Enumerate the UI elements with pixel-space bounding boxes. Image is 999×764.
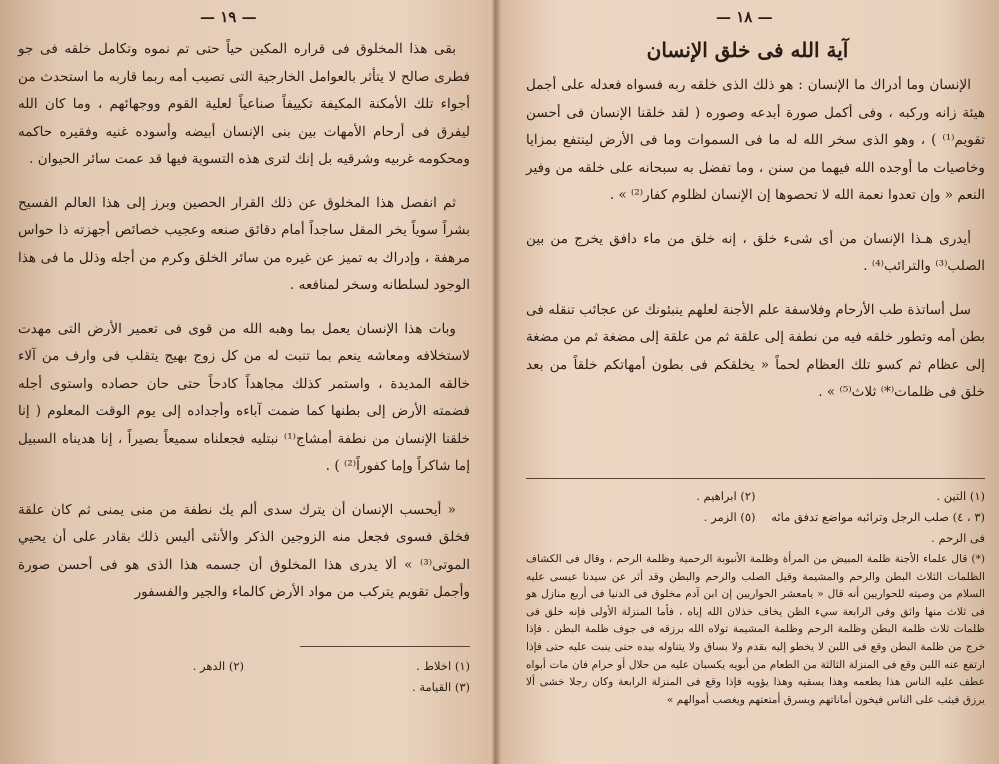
- footnote-row: [526, 486, 985, 507]
- right-page: [496, 0, 999, 764]
- paragraph: سل أساتذة طب الأرحام وفلاسفة علم الأجنة لعلهم ينبئونك عن عجائب تنقله فى بطن أمه وتطور خلقه فيه من نطفة إلى علقة ثم من علقة إلى مضغة ثم من مضغة إلى عظام ثم كسو تلك العظام لحماً « يخلقكم فى بطون أمهاتكم خلقاً من بعد خلق فى ظلمات⁽*⁾ ثلاث⁽⁵⁾ » .: [526, 301, 985, 400]
- page-body: [18, 36, 470, 623]
- paragraph: أيدرى هـذا الإنسان من أى شىء خلق ، إنه خلق من ماء دافق يخرج من بين الصلب⁽³⁾ والترائب⁽⁴⁾ .: [526, 230, 985, 274]
- paragraph: الإنسان وما أدراك ما الإنسان : هو ذلك الذى خلقه ربه فسواه فعدله على أجمل هيئة زانه وركبه ، وفى أكمل صورة أبدعه وصوره ( لقد خلقنا الإنسان فى أحسن تقويم⁽¹⁾ ) ، وهو الذى سخر الله له ما فى السموات وما فى الأرض لينتفع بمزايا وخاصيات ما أوجده الله فيهما من سنن ، وما تفضل به سبحانه على خلقه من وفير النعم « وإن تعدوا نعمة الله لا تحصوها إن الإنسان لظلوم كفار⁽²⁾ » .: [526, 77, 985, 203]
- footnote: (٢) الدهر .: [192, 659, 244, 673]
- footnote: (٢) ابراهيم .: [696, 489, 756, 503]
- paragraph: وبات هذا الإنسان يعمل بما وهبه الله من قوى فى تعمير الأرض التى مهدت لاستخلافه ومعاشه ينعم بما تنبت له من كل زوج بهيج يتقلب فى وارف من آلاء خالقه المديدة ، واستمر كذلك مجاهداً كادحاً حتى حان حصاده واستوى أجله فضمته الأرض إلى بطنها كما ضمت آباءه وأجداده إلى يوم الوقت المعلوم ( إنا خلقنا الإنسان من نطفة أمشاج⁽¹⁾ نبتليه فجعلناه سميعاً بصيراً ، إنا هديناه السبيل إما شاكراً وإما كفوراً⁽²⁾ ) .: [18, 320, 470, 474]
- footnote: (٣ ، ٤) صلب الرجل وترائبه مواضع تدفق مائه فى الرحم .: [771, 510, 985, 545]
- footnote-divider: [300, 646, 470, 647]
- footnote: (٣) القيامة .: [412, 680, 470, 694]
- footnote-divider: [526, 478, 985, 479]
- page-body: [526, 72, 985, 423]
- footnotes: [526, 486, 985, 709]
- footnote-row: [18, 677, 470, 698]
- footnote: (١) اخلاط .: [416, 659, 470, 673]
- footnote: [18, 677, 244, 698]
- footnote: (٥) الزمر .: [703, 510, 756, 524]
- page-number: — ١٨ —: [716, 8, 773, 26]
- footnote-row: [18, 656, 470, 677]
- footnote: (١) التين .: [936, 489, 985, 503]
- page-number: — ١٩ —: [200, 8, 257, 26]
- left-page: [0, 0, 492, 764]
- paragraph: بقى هذا المخلوق فى قراره المكين حياً حتى تم نموه وتكامل خلقه فى جو فطرى صالح لا يتأثر بالعوامل الخارجية التى تصيب أمه ربما قاربه ما استحدث من أجواء تلك الأمكنة المكيفة تكييفاً صناعياً لعلية القوم ووجهائهم ، وما كان الله ليفرق فى أرحام الأمهات بين بنى الإنسان أبيضه وأسوده غنيه وفقيره حاكمه ومحكومه غربيه وشرقيه بل إنك لترى هذه التسوية فيها قد عمت سائر الحيوان .: [18, 41, 470, 167]
- footnotes: [18, 656, 470, 698]
- footnote-note: (*) قال علماء الأجنة ظلمة المبيض من المرأة وظلمة الأنبوبة الرحمية وظلمة الرحم ، وقال فى الكشاف الظلمات الثلاث البطن والرحم والمشيمة وقيل الصلب والرحم والبطن وقد أثر عن سيدنا عيسى عليه السلام من وصيته للحواريين أنه قال « يامعشر الحواريين إن ابن آدم مخلوق فى الدنيا فى أربع منازل هو فى ثلاث منها واثق وفى الرابعة سيء الظن يخاف خذلان الله إياه ، فأما المنزلة الأولى فإنه خلق فى ظلمات ثلاث ظلمة البطن وظلمة الرحم وظلمة المشيمة تولاه الله برزقه فى جوف ظلمة البطن . فإذا خرج من ظلمة البطن وقع فى اللبن لا يخطو إليه بقدم ولا بساق ولا يتناوله بيده حتى ينبت عليه حتى فإذا ارتفع عنه اللبن وقع فى المنزلة الثالثة من الطعام من أبويه يكسبان عليه من حلال أو حرام فان مات أبواه عطف عليه الناس هذا يطعمه وهذا يسقيه وهذا يؤويه فإذا وقع فى المنزلة الرابعة وكان رجلا خشى ألا يرزق فيثب على الناس فيخون أماناتهم ويسرق أمتعتهم ويغصب أموالهم »: [526, 553, 985, 706]
- paragraph: ثم انفصل هذا المخلوق عن ذلك القرار الحصين وبرز إلى هذا العالم الفسيح بشراً سوياً يخر المقل ساجداً أمام دقائق صنعه وعجيب خصائص أجهزته ذا حواس مرهفة ، وإدراك به تميز عن غيره من سائر الخلق وكرم من أجله وذلل ما فى هذا الوجود لسلطانه وسخر لمنافعه .: [18, 194, 470, 293]
- chapter-title: آية الله فى خلق الإنسان: [646, 38, 849, 62]
- paragraph: « أيحسب الإنسان أن يترك سدى ألم يك نطفة من منى يمنى ثم كان علقة فخلق فسوى فجعل منه الزوجين الذكر والأنثى أليس ذلك بقادر على أن يحيي الموتى⁽³⁾ » ألا يدرى هذا المخلوق أن جسمه هذا الذى هو فى أحسن صورة وأجمل تقويم يتركب من مواد الأرض كالماء والجير والفسفور: [18, 501, 470, 600]
- footnote-row: [526, 507, 985, 549]
